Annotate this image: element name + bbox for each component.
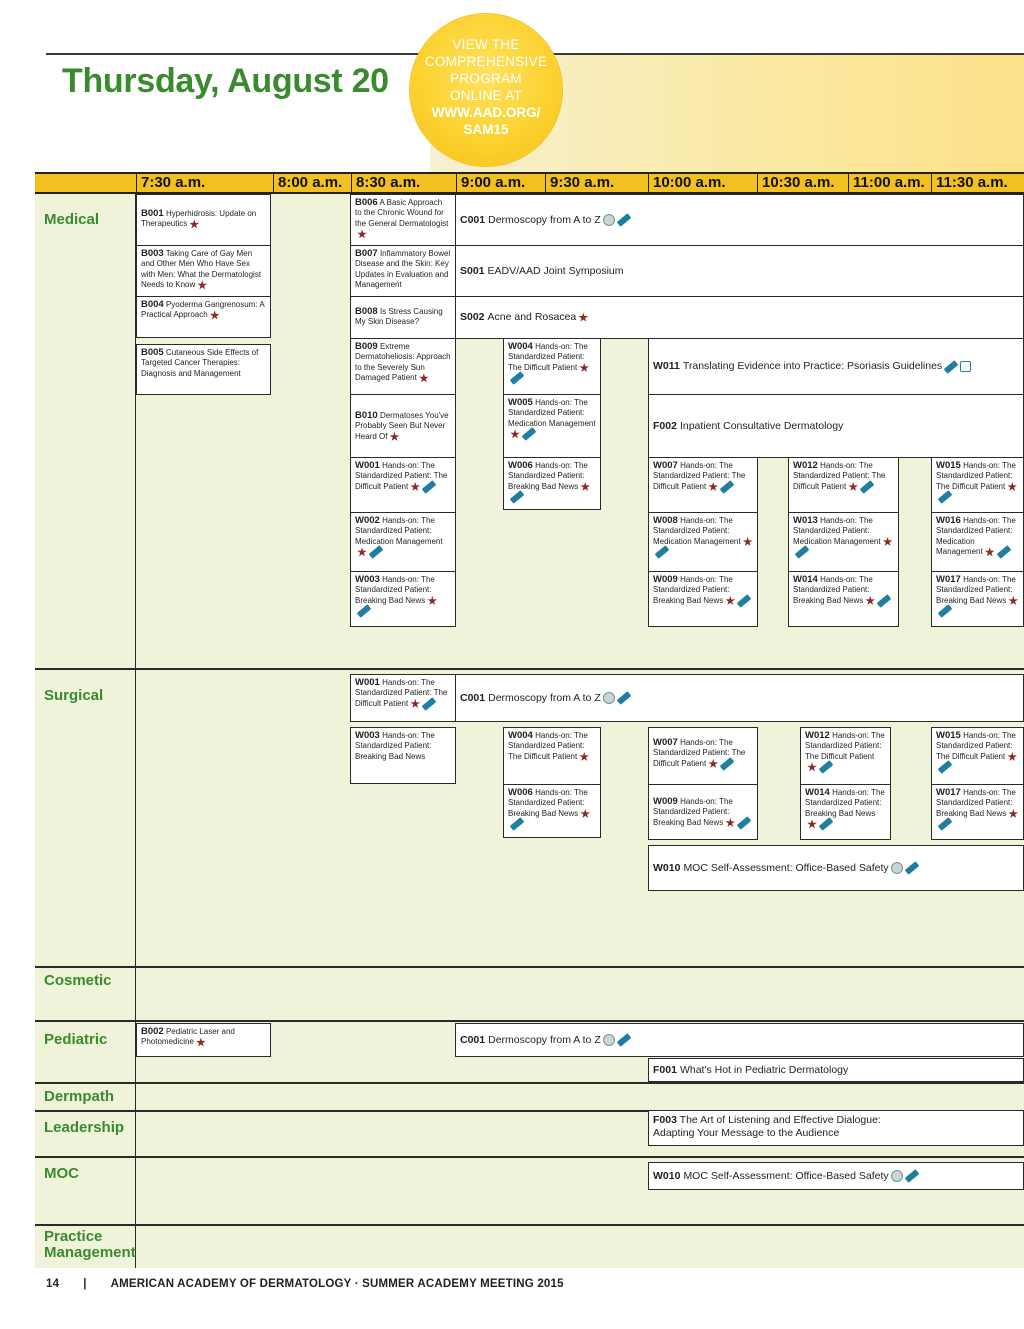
session-title: Hands-on: The Standardized Patient: The Difficult Patient — [805, 731, 885, 761]
page-title: Thursday, August 20 — [62, 62, 389, 100]
star-icon — [743, 537, 753, 547]
session-code: W015 — [936, 730, 961, 741]
star-icon — [1007, 482, 1017, 492]
session-code: W014 — [793, 574, 818, 585]
book-icon — [960, 361, 971, 372]
star-icon — [357, 229, 367, 239]
star-icon — [725, 596, 735, 606]
star-icon — [197, 280, 207, 290]
footer-text: AMERICAN ACADEMY OF DERMATOLOGY · SUMMER ACADEMY MEETING 2015 — [110, 1278, 564, 1290]
session-title: Hands-on: The Standardized Patient: The Difficult Patient — [355, 678, 448, 708]
session-code: W011 — [653, 360, 680, 372]
pencil-icon — [357, 604, 372, 618]
page-footer: 14 | AMERICAN ACADEMY OF DERMATOLOGY · SUMMER ACADEMY MEETING 2015 — [46, 1278, 564, 1290]
session-w013-medical[interactable] — [788, 512, 899, 572]
row-label-surgical: Surgical — [44, 687, 104, 704]
session-w007-surgical[interactable] — [648, 727, 758, 785]
pencil-icon — [938, 817, 953, 831]
pencil-icon — [737, 594, 752, 608]
session-title: Hands-on: The Standardized Patient: The Difficult Patient — [653, 738, 746, 768]
pencil-icon — [819, 760, 834, 774]
session-w006-surgical[interactable] — [503, 784, 601, 838]
star-icon — [189, 219, 199, 229]
session-b010[interactable] — [350, 394, 456, 458]
pencil-icon — [510, 490, 525, 504]
session-w017-surgical[interactable] — [931, 784, 1024, 840]
session-code: W008 — [653, 515, 678, 526]
session-code: W016 — [936, 515, 961, 526]
row-label-pediatric: Pediatric — [44, 1031, 108, 1048]
time-1130: 11:30 a.m. — [931, 172, 1024, 194]
pencil-icon — [795, 545, 810, 559]
session-code: B007 — [355, 248, 378, 259]
session-code: B001 — [141, 208, 164, 219]
pencil-icon — [720, 757, 735, 771]
session-title: Hands-on: The Standardized Patient: The Difficult Patient — [653, 461, 746, 491]
session-code: B002 — [141, 1026, 164, 1037]
star-icon — [1008, 596, 1018, 606]
session-code: C001 — [460, 691, 486, 704]
pencil-icon — [938, 604, 953, 618]
session-title: Taking Care of Gay Men and Other Men Who Have Sex with Men: What the Dermatologist Needs to Know — [141, 249, 262, 290]
session-b002[interactable] — [136, 1023, 271, 1057]
session-title: Hands-on: The Standardized Patient: Medication Management — [793, 516, 881, 546]
session-f001[interactable] — [648, 1058, 1024, 1082]
session-title: Hands-on: The Standardized Patient: Breaking Bad News — [653, 797, 733, 827]
session-title-line2: Adapting Your Message to the Audience — [653, 1127, 840, 1139]
session-w006-medical[interactable] — [503, 457, 601, 510]
session-code: W009 — [653, 796, 678, 807]
pencil-icon — [616, 213, 631, 227]
session-title: Hyperhidrosis: Update on Therapeutics — [141, 209, 257, 229]
star-icon — [389, 432, 399, 442]
session-code: F001 — [653, 1063, 677, 1076]
globe-icon — [603, 692, 615, 704]
star-icon — [708, 759, 718, 769]
session-w016-medical[interactable] — [931, 512, 1024, 572]
star-icon — [580, 482, 590, 492]
pencil-icon — [616, 1033, 631, 1047]
session-title: Hands-on: The Standardized Patient: Medication Management — [936, 516, 1016, 557]
star-icon — [210, 310, 220, 320]
session-b006[interactable] — [350, 194, 456, 246]
session-code: B006 — [355, 197, 378, 208]
session-w010-moc[interactable] — [648, 1162, 1024, 1190]
session-code: W004 — [508, 730, 533, 741]
star-icon — [807, 762, 817, 772]
session-title: EADV/AAD Joint Symposium — [487, 264, 624, 277]
session-title: Hands-on: The Standardized Patient: Medication Management — [355, 516, 443, 546]
pencil-icon — [422, 697, 437, 711]
session-w002-medical[interactable] — [350, 512, 456, 572]
session-w012-surgical[interactable] — [800, 727, 891, 785]
session-code: W002 — [355, 515, 380, 526]
program-link-badge[interactable] — [410, 14, 562, 166]
session-title: Hands-on: The Standardized Patient: Breaking Bad News — [355, 575, 435, 605]
star-icon — [985, 547, 995, 557]
session-code: B003 — [141, 248, 164, 259]
session-code: C001 — [460, 1033, 486, 1046]
session-code: W015 — [936, 460, 961, 471]
session-code: B009 — [355, 341, 378, 352]
row-practice-management — [35, 1224, 1024, 1268]
session-code: W006 — [508, 787, 533, 798]
session-b005[interactable] — [136, 344, 271, 395]
row-label-leadership: Leadership — [44, 1119, 125, 1136]
session-s002[interactable] — [455, 296, 1024, 339]
time-1100: 11:00 a.m. — [848, 172, 931, 194]
session-code: W005 — [508, 397, 533, 408]
session-code: W017 — [936, 574, 961, 585]
time-1000: 10:00 a.m. — [648, 172, 757, 194]
badge-line: VIEW THE — [452, 37, 520, 52]
star-icon — [1007, 752, 1017, 762]
star-icon — [510, 429, 520, 439]
session-c001-surgical[interactable] — [455, 674, 1024, 722]
session-title: Hands-on: The Standardized Patient: Breaking Bad News — [508, 461, 588, 491]
star-icon — [410, 482, 420, 492]
star-icon — [848, 482, 858, 492]
time-0800: 8:00 a.m. — [273, 172, 351, 194]
globe-icon — [603, 1034, 615, 1046]
session-title: Cutaneous Side Effects of Targeted Cancer Therapies: Diagnosis and Management — [141, 348, 259, 378]
star-icon — [419, 373, 429, 383]
session-code: B008 — [355, 306, 378, 317]
session-w003-surgical[interactable] — [350, 727, 456, 784]
star-icon — [357, 547, 367, 557]
pencil-icon — [860, 480, 875, 494]
session-c001-medical[interactable] — [455, 194, 1024, 246]
session-s001[interactable] — [455, 245, 1024, 297]
session-b007[interactable] — [350, 245, 456, 297]
time-0930: 9:30 a.m. — [545, 172, 648, 194]
session-code: S002 — [460, 311, 485, 323]
session-code: W017 — [936, 787, 961, 798]
session-c001-pediatric[interactable] — [455, 1023, 1024, 1057]
session-w009-surgical[interactable] — [648, 784, 758, 840]
session-title: Acne and Rosacea — [487, 311, 577, 323]
session-b009[interactable] — [350, 338, 456, 395]
session-title: Hands-on: The Standardized Patient: Breaking Bad News — [355, 731, 435, 761]
session-w007-medical[interactable] — [648, 457, 758, 513]
session-title: Hands-on: The Standardized Patient: Medication Management — [653, 516, 741, 546]
session-code: B005 — [141, 347, 164, 358]
pencil-icon — [904, 1169, 919, 1183]
session-w004-surgical[interactable] — [503, 727, 601, 785]
session-title: The Art of Listening and Effective Dialogue: — [679, 1114, 881, 1126]
session-w001-surgical[interactable] — [350, 674, 456, 722]
badge-url[interactable]: SAM15 — [463, 122, 509, 137]
row-label-column — [35, 194, 136, 1268]
pencil-icon — [655, 545, 670, 559]
session-code: W006 — [508, 460, 533, 471]
session-title: Hands-on: The Standardized Patient: The Difficult Patient — [936, 731, 1016, 761]
session-title: Hands-on: The Standardized Patient: Breaking Bad News — [936, 788, 1016, 818]
pencil-icon — [938, 490, 953, 504]
session-title: Hands-on: The Standardized Patient: The Difficult Patient — [355, 461, 448, 491]
star-icon — [579, 363, 589, 373]
star-icon — [579, 752, 589, 762]
session-w010-surgical[interactable] — [648, 845, 1024, 891]
pencil-icon — [877, 594, 892, 608]
pencil-icon — [510, 817, 525, 831]
session-title: MOC Self-Assessment: Office-Based Safety — [683, 861, 889, 874]
session-title: Inpatient Consultative Dermatology — [679, 419, 844, 432]
star-icon — [708, 482, 718, 492]
pencil-icon — [616, 691, 631, 705]
pencil-icon — [819, 817, 834, 831]
pencil-icon — [938, 760, 953, 774]
globe-icon — [603, 214, 615, 226]
session-code: W013 — [793, 515, 818, 526]
session-title: Hands-on: The Standardized Patient: Breaking Bad News — [805, 788, 885, 818]
star-icon — [410, 699, 420, 709]
time-0730: 7:30 a.m. — [136, 172, 273, 194]
session-code: W003 — [355, 574, 380, 585]
session-code: W003 — [355, 730, 380, 741]
star-icon — [725, 818, 735, 828]
pencil-icon — [510, 371, 525, 385]
session-code: F003 — [653, 1114, 677, 1126]
star-icon — [427, 596, 437, 606]
session-title: Hands-on: The Standardized Patient: Breaking Bad News — [793, 575, 873, 605]
session-title: Dermoscopy from A to Z — [488, 1033, 601, 1046]
session-w004-medical[interactable] — [503, 338, 601, 395]
session-title: Hands-on: The Standardized Patient: Breaking Bad News — [936, 575, 1016, 605]
session-title: Hands-on: The Standardized Patient: The Difficult Patient — [936, 461, 1016, 491]
time-1030: 10:30 a.m. — [757, 172, 848, 194]
session-w003-medical[interactable] — [350, 571, 456, 627]
session-b004[interactable] — [136, 296, 271, 338]
session-code: W007 — [653, 460, 678, 471]
pencil-icon — [422, 480, 437, 494]
pencil-icon — [369, 545, 384, 559]
row-label-cosmetic: Cosmetic — [44, 972, 112, 989]
session-code: B010 — [355, 410, 378, 421]
session-title: MOC Self-Assessment: Office-Based Safety — [683, 1169, 889, 1182]
session-title: Hands-on: The Standardized Patient: The Difficult Patient — [508, 342, 588, 372]
session-w015-surgical[interactable] — [931, 727, 1024, 785]
session-w001-medical[interactable] — [350, 457, 456, 513]
star-icon — [580, 809, 590, 819]
session-title: Pediatric Laser and Photomedicine — [141, 1027, 235, 1047]
session-code: W014 — [805, 787, 830, 798]
session-title: Hands-on: The Standardized Patient: Medication Management — [508, 398, 596, 428]
session-title: Inflammatory Bowel Disease and the Skin: Key Updates in Evaluation and Management — [355, 249, 451, 290]
session-w005-medical[interactable] — [503, 394, 601, 458]
pencil-icon — [522, 427, 537, 441]
globe-icon — [891, 862, 903, 874]
session-code: W010 — [653, 1169, 681, 1182]
session-title: A Basic Approach to the Chronic Wound for the General Dermatologist — [355, 198, 449, 228]
star-icon — [807, 819, 817, 829]
time-0900: 9:00 a.m. — [456, 172, 545, 194]
pencil-icon — [944, 360, 959, 374]
session-code: W010 — [653, 861, 681, 874]
row-label-moc: MOC — [44, 1165, 79, 1182]
badge-line: PROGRAM — [450, 71, 522, 86]
badge-url[interactable]: WWW.AAD.ORG/ — [431, 105, 541, 120]
session-title: Hands-on: The Standardized Patient: The Difficult Patient — [793, 461, 886, 491]
session-b008[interactable] — [350, 296, 456, 339]
session-code: W009 — [653, 574, 678, 585]
session-title: Hands-on: The Standardized Patient: The Difficult Patient — [508, 731, 588, 761]
row-cosmetic — [35, 966, 1024, 1020]
session-code: B004 — [141, 299, 164, 310]
session-w009-medical[interactable] — [648, 571, 758, 627]
session-code: S001 — [460, 264, 485, 277]
time-0830: 8:30 a.m. — [351, 172, 456, 194]
session-code: W004 — [508, 341, 533, 352]
session-w014-surgical[interactable] — [800, 784, 891, 840]
session-w011[interactable] — [648, 338, 1024, 395]
session-b001[interactable] — [136, 194, 271, 246]
session-f003[interactable] — [648, 1110, 1024, 1146]
row-label-practice-management: Practice Management — [44, 1228, 136, 1261]
row-dermpath — [35, 1082, 1024, 1110]
session-code: F002 — [653, 419, 677, 432]
session-b003[interactable] — [136, 245, 271, 297]
session-code: W007 — [653, 737, 678, 748]
star-icon — [883, 537, 893, 547]
pencil-icon — [737, 816, 752, 830]
globe-icon — [891, 1170, 903, 1182]
session-title: What's Hot in Pediatric Dermatology — [679, 1063, 849, 1076]
session-title: Is Stress Causing My Skin Disease? — [355, 307, 443, 327]
pencil-icon — [720, 480, 735, 494]
row-label-dermpath: Dermpath — [44, 1088, 115, 1105]
session-title: Pyoderma Gangrenosum: A Practical Approach — [141, 300, 265, 320]
session-title: Dermoscopy from A to Z — [488, 213, 601, 226]
session-w017-medical[interactable] — [931, 571, 1024, 627]
session-code: W012 — [793, 460, 818, 471]
session-w008-medical[interactable] — [648, 512, 758, 572]
pencil-icon — [904, 861, 919, 875]
session-f002[interactable] — [648, 394, 1024, 458]
star-icon — [578, 313, 588, 323]
badge-line: COMPREHENSIVE — [424, 54, 548, 69]
session-code: C001 — [460, 213, 486, 226]
session-title: Dermoscopy from A to Z — [488, 691, 601, 704]
badge-line: ONLINE AT — [449, 88, 523, 103]
row-label-medical: Medical — [44, 211, 100, 228]
session-title: Extreme Dermatoheliosis: Approach to the Severely Sun Damaged Patient — [355, 342, 451, 383]
star-icon — [1008, 809, 1018, 819]
session-title: Hands-on: The Standardized Patient: Breaking Bad News — [508, 788, 588, 818]
star-icon — [196, 1037, 206, 1047]
star-icon — [865, 596, 875, 606]
session-code: W001 — [355, 677, 380, 688]
session-code: W012 — [805, 730, 830, 741]
session-title: Translating Evidence into Practice: Psoriasis Guidelines — [682, 360, 943, 372]
session-w012-medical[interactable] — [788, 457, 899, 513]
session-code: W001 — [355, 460, 380, 471]
session-title: Dermatoses You've Probably Seen But Never Heard Of — [355, 411, 449, 441]
session-title: Hands-on: The Standardized Patient: Breaking Bad News — [653, 575, 733, 605]
session-w015-medical[interactable] — [931, 457, 1024, 513]
pencil-icon — [996, 545, 1011, 559]
session-w014-medical[interactable] — [788, 571, 899, 627]
page-number: 14 — [46, 1278, 60, 1290]
